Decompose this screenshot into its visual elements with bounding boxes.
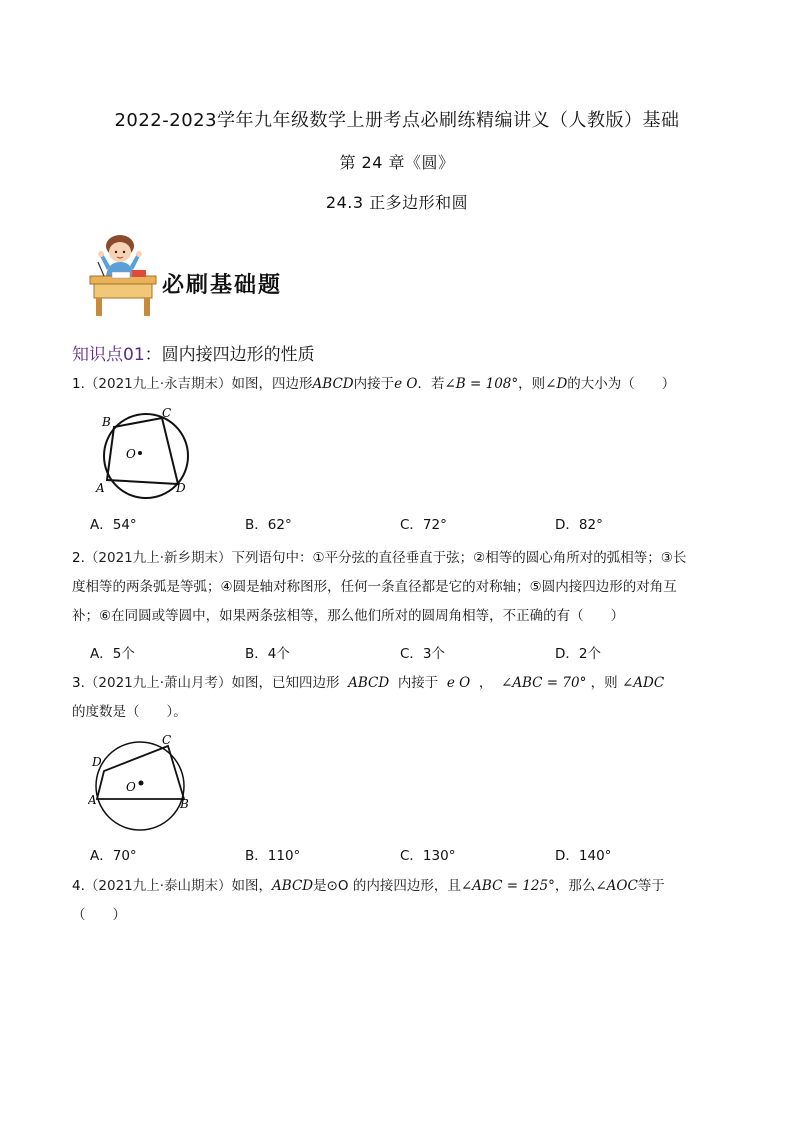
label-a: A: [96, 481, 105, 495]
center-point: [138, 451, 142, 455]
label-o: O: [126, 447, 136, 461]
option-c[interactable]: C．72°: [400, 517, 447, 533]
chapter-title: 第 24 章《圆》: [339, 153, 455, 172]
question-text: ，则: [590, 675, 618, 691]
question-line: [72, 544, 722, 573]
option-b[interactable]: B．62°: [245, 517, 292, 533]
question-text: 的大小为（ ）: [567, 376, 676, 392]
math-expression: ∠D: [545, 376, 568, 392]
question-number: 2.: [72, 550, 85, 566]
question-text: 等于: [637, 878, 665, 894]
question-text: ，则: [518, 376, 546, 392]
question-1: [72, 370, 722, 399]
knowledge-point-prefix: 知识点: [72, 345, 123, 365]
math-expression: ∠AOC: [595, 878, 638, 894]
question-text: ，: [478, 675, 493, 691]
knowledge-point-heading: [72, 340, 315, 365]
math-expression: e O: [394, 376, 418, 392]
question-source: （2021九上·萧山月考）: [84, 675, 232, 691]
question-line: [72, 669, 722, 698]
label-c: C: [162, 408, 172, 420]
option-d[interactable]: D．2个: [555, 646, 601, 662]
quadrilateral-abcd: [107, 418, 178, 484]
option-c[interactable]: C．130°: [400, 848, 456, 864]
question-text: 内接于: [397, 675, 439, 691]
question-text: 如图，已知四边形: [231, 675, 340, 691]
question-source: （2021九上·新乡期末）: [84, 550, 232, 566]
question-number: 1.: [72, 376, 85, 392]
question-line: （ ）: [72, 907, 126, 923]
question-3: [72, 669, 722, 727]
label-a: A: [88, 793, 97, 807]
math-expression: ∠ABC = 125°: [460, 878, 555, 894]
banner-label: 必刷基础题: [162, 272, 283, 298]
question-source: （2021九上·泰山期末）: [84, 878, 232, 894]
label-o: O: [126, 780, 136, 794]
label-d: D: [176, 481, 186, 495]
label-b: B: [102, 415, 111, 429]
option-c[interactable]: C．3个: [400, 646, 446, 662]
question-text: 如图，: [231, 878, 273, 894]
question-text: 内接于: [353, 376, 395, 392]
question-line: 补；⑥在同圆或等圆中，如果两条弦相等，那么他们所对的圆周角相等，不正确的有（ ）: [72, 608, 625, 624]
option-a[interactable]: A．70°: [90, 848, 137, 864]
question-number: 4.: [72, 878, 85, 894]
section-title: 24.3 正多边形和圆: [325, 193, 469, 212]
knowledge-point-name: 圆内接四边形的性质: [161, 345, 315, 365]
question-text: ．若: [417, 376, 445, 392]
math-expression: ABCD: [348, 675, 390, 691]
question-text: 是⊙O 的内接四边形，且: [313, 878, 461, 894]
question-line: [72, 872, 722, 901]
math-expression: ABCD: [312, 376, 354, 392]
question-1-figure: [90, 408, 200, 500]
question-line: 度相等的两条弧是等弧；④圆是轴对称图形，任何一条直径都是它的对称轴；⑤圆内接四边形的对角互: [72, 579, 677, 595]
option-b[interactable]: B．110°: [245, 848, 301, 864]
math-expression: ∠ABC = 70°: [500, 675, 587, 691]
question-number: 3.: [72, 675, 85, 691]
option-b[interactable]: B．4个: [245, 646, 290, 662]
math-expression: ∠B = 108°: [444, 376, 519, 392]
question-text: 下列语句中：①平分弦的直径垂直于弦；②相等的圆心角所对的弧相等；③长: [231, 550, 687, 566]
center-point: [139, 781, 144, 786]
label-b: B: [180, 797, 189, 811]
label-c: C: [162, 734, 172, 747]
document-title: 2022-2023学年九年级数学上册考点必刷练精编讲义（人教版）基础: [114, 110, 680, 131]
option-a[interactable]: A．5个: [90, 646, 135, 662]
label-d: D: [92, 755, 102, 769]
option-d[interactable]: D．140°: [555, 848, 612, 864]
knowledge-point-sep: ：: [144, 345, 162, 365]
option-d[interactable]: D．82°: [555, 517, 603, 533]
knowledge-point-number: 01: [123, 345, 145, 365]
option-a[interactable]: A．54°: [90, 517, 137, 533]
question-source: （2021九上·永吉期末）: [84, 376, 232, 392]
math-expression: e O: [446, 675, 471, 691]
math-expression: ABCD: [272, 878, 314, 894]
question-2: [72, 544, 722, 631]
question-text: ，那么: [554, 878, 596, 894]
question-text: 如图，四边形: [231, 376, 313, 392]
question-3-figure: [88, 734, 198, 834]
math-expression: ∠ADC: [621, 675, 665, 691]
question-4: [72, 872, 722, 930]
question-line: 的度数是（ ）。: [72, 704, 187, 720]
